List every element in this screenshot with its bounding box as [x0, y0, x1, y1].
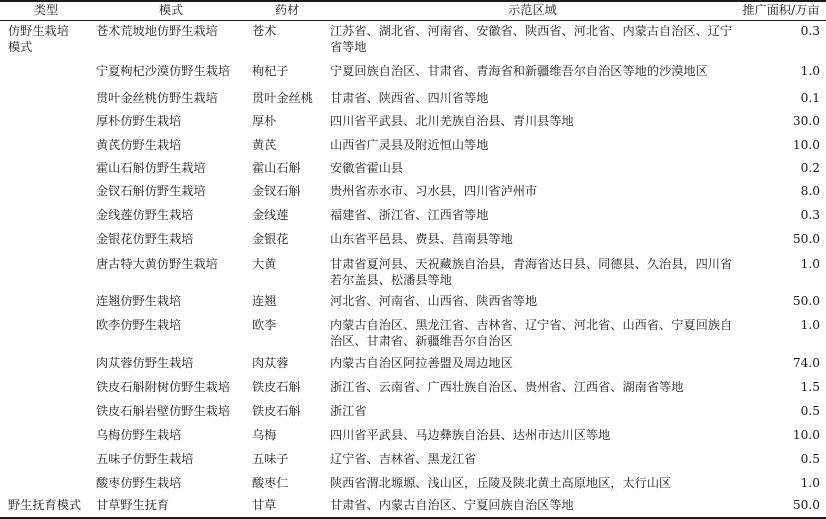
row-10-mode: 唐古特大黄仿野生栽培 [96, 257, 218, 271]
row-17-mode: 五味子仿野生栽培 [96, 452, 194, 466]
row-15-area: 0.5 [800, 404, 820, 418]
row-9-region: 山东省平邑县、费县、莒南县等地 [330, 232, 513, 246]
row-18-area: 1.0 [800, 476, 820, 490]
row-5-region: 山西省广灵县及附近恒山等地 [330, 138, 489, 152]
header-region: 示范区域 [508, 3, 557, 17]
row-13-region: 内蒙古自治区阿拉善盟及周边地区 [330, 356, 513, 370]
row-1-area: 0.3 [800, 24, 820, 38]
row-15-region: 浙江省 [330, 404, 367, 418]
row-12-herb: 欧李 [252, 318, 277, 332]
row-11-region: 河北省、河南省、山西省、陕西省等地 [330, 294, 538, 308]
row-8-region: 福建省、浙江省、江西省等地 [330, 208, 489, 222]
row-19-region: 甘肃省、内蒙古自治区、宁夏回族自治区等地 [330, 498, 574, 512]
row-14-mode: 铁皮石斛附树仿野生栽培 [96, 380, 231, 394]
row-3-region: 甘肃省、陕西省、四川省等地 [330, 91, 489, 105]
row-14-region: 浙江省、云南省、广西壮族自治区、贵州省、江西省、湖南省等地 [330, 380, 684, 394]
row-16-area: 10.0 [792, 428, 820, 442]
row-4-herb: 厚朴 [252, 114, 277, 128]
row-2-region: 宁夏回族自治区、甘肃省、青海省和新疆维吾尔自治区等地的沙漠地区 [330, 64, 708, 78]
row-5-herb: 黄芪 [252, 138, 277, 152]
row-13-mode: 肉苁蓉仿野生栽培 [96, 356, 194, 370]
row-1-region: 江苏省、湖北省、河南省、安徽省、陕西省、河北省、内蒙古自治区、辽宁省等地 [330, 24, 733, 54]
row-11-mode: 连翘仿野生栽培 [96, 294, 182, 308]
row-17-area: 0.5 [800, 452, 820, 466]
row-10-herb: 大黄 [252, 257, 277, 271]
row-9-herb: 金银花 [252, 232, 289, 246]
row-6-region: 安徽省霍山县 [330, 161, 404, 175]
row-8-herb: 金线莲 [252, 208, 289, 222]
row-11-area: 50.0 [792, 294, 820, 308]
row-2-area: 1.0 [800, 64, 820, 78]
row-7-herb: 金钗石斛 [252, 184, 301, 198]
row-12-area: 1.0 [800, 318, 820, 332]
row-7-mode: 金钗石斛仿野生栽培 [96, 184, 206, 198]
row-18-mode: 酸枣仿野生栽培 [96, 476, 182, 490]
row-6-area: 0.2 [800, 161, 820, 175]
row-17-region: 辽宁省、吉林省、黑龙江省 [330, 452, 477, 466]
row-14-herb: 铁皮石斛 [252, 380, 301, 394]
header-area: 推广面积/万亩 [742, 3, 820, 17]
row-1-herb: 苍术 [252, 24, 277, 38]
row-18-herb: 酸枣仁 [252, 476, 289, 490]
row-18-region: 陕西省渭北塬塬、浅山区，丘陵及陕北黄土高原地区，太行山区 [330, 476, 672, 490]
row-19-area: 50.0 [792, 498, 820, 512]
row-5-mode: 黄芪仿野生栽培 [96, 138, 182, 152]
row-12-region: 内蒙古自治区、黑龙江省、吉林省、辽宁省、河北省、山西省、宁夏回族自治区、甘肃省、新疆维吾尔自治区 [330, 318, 733, 348]
row-15-herb: 铁皮石斛 [252, 404, 301, 418]
row-8-mode: 金线莲仿野生栽培 [96, 208, 194, 222]
row-7-region: 贵州省赤水市、习水县，四川省泸州市 [330, 184, 538, 198]
row-3-mode: 贯叶金丝桃仿野生栽培 [96, 91, 218, 105]
header-herb: 药材 [274, 3, 300, 17]
row-1-mode: 苍术荒坡地仿野生栽培 [96, 24, 218, 38]
row-2-mode: 宁夏枸杞沙漠仿野生栽培 [96, 64, 231, 78]
row-10-area: 1.0 [800, 257, 820, 271]
row-4-mode: 厚朴仿野生栽培 [96, 114, 182, 128]
row-9-mode: 金银花仿野生栽培 [96, 232, 194, 246]
row-16-region: 四川省平武县、马边彝族自治县、达州市达川区等地 [330, 428, 611, 442]
table-header-rule [0, 20, 826, 21]
row-4-area: 30.0 [792, 114, 820, 128]
row-16-herb: 乌梅 [252, 428, 277, 442]
row-19-herb: 甘草 [252, 498, 277, 512]
row-8-area: 0.3 [800, 208, 820, 222]
row-14-area: 1.5 [800, 380, 820, 394]
row-4-region: 四川省平武县、北川羌族自治县、青川县等地 [330, 114, 574, 128]
row-3-area: 0.1 [800, 91, 820, 105]
row-6-mode: 霍山石斛仿野生栽培 [96, 161, 206, 175]
row-12-mode: 欧李仿野生栽培 [96, 318, 182, 332]
row-7-area: 8.0 [800, 184, 820, 198]
row-5-area: 10.0 [792, 138, 820, 152]
row-11-herb: 连翘 [252, 294, 277, 308]
header-mode: 模式 [158, 3, 184, 17]
row-13-area: 74.0 [792, 356, 820, 370]
row-19-mode: 甘草野生抚育 [96, 498, 170, 512]
row-19-type: 野生抚育模式 [8, 498, 82, 512]
row-10-region: 甘肃省夏河县、天祝藏族自治县，青海省达日县、同德县、久治县，四川省若尔盖县、松潘县等地 [330, 257, 733, 287]
row-13-herb: 肉苁蓉 [252, 356, 289, 370]
row-3-herb: 贯叶金丝桃 [252, 91, 313, 105]
row-17-herb: 五味子 [252, 452, 289, 466]
row-1-type: 仿野生栽培 模式 [8, 24, 69, 54]
row-16-mode: 乌梅仿野生栽培 [96, 428, 182, 442]
header-type: 类型 [33, 3, 59, 17]
table-bottom-rule [0, 517, 826, 519]
row-2-herb: 枸杞子 [252, 64, 289, 78]
row-9-area: 50.0 [792, 232, 820, 246]
row-6-herb: 霍山石斛 [252, 161, 301, 175]
row-15-mode: 铁皮石斛岩壁仿野生栽培 [96, 404, 231, 418]
